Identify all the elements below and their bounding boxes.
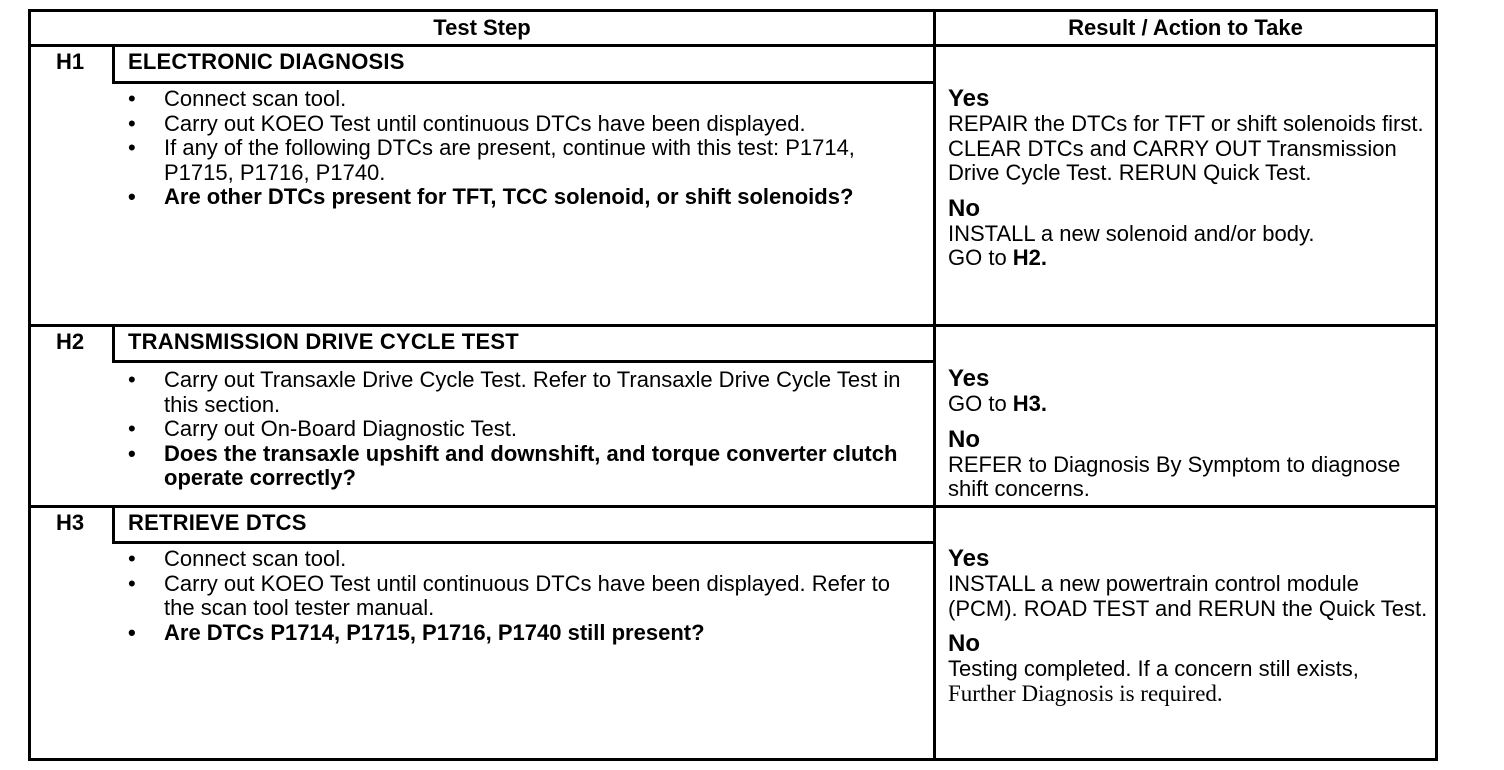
no-action: Testing completed. If a concern still exists, xyxy=(948,656,1359,681)
goto-target: H3. xyxy=(1012,391,1048,416)
step-bullet-list xyxy=(122,547,912,645)
list-item: • Connect scan tool. xyxy=(122,87,912,112)
step-id-divider xyxy=(112,505,115,543)
result-block xyxy=(948,366,1432,502)
step-question: • Are DTCs P1714, P1715, P1716, P1740 still present? xyxy=(122,621,912,646)
step-question: • Are other DTCs present for TFT, TCC solenoid, or shift solenoids? xyxy=(122,185,912,210)
step-bullet-list xyxy=(122,87,912,210)
no-goto xyxy=(948,246,1432,271)
goto-prefix: GO to xyxy=(948,391,1013,416)
column-divider xyxy=(933,9,936,761)
list-item: • Carry out Transaxle Drive Cycle Test. Refer to Transaxle Drive Cycle Test in this section. xyxy=(122,368,912,417)
list-item: • Carry out On-Board Diagnostic Test. xyxy=(122,417,912,442)
yes-label: Yes xyxy=(948,545,990,572)
step-id: H2 xyxy=(55,329,85,354)
step-id-divider xyxy=(112,44,115,82)
list-item: • Carry out KOEO Test until continuous DTCs have been displayed. xyxy=(122,112,912,137)
step-title: RETRIEVE DTCS xyxy=(128,510,307,535)
no-action: REFER to Diagnosis By Symptom to diagnose shift concerns. xyxy=(948,451,1401,501)
no-label: No xyxy=(948,425,980,453)
yes-label: Yes xyxy=(948,85,990,112)
step-title: TRANSMISSION DRIVE CYCLE TEST xyxy=(128,329,519,354)
list-item: • If any of the following DTCs are present, continue with this test: P1714, P1715, P1716, P1740. xyxy=(122,136,912,185)
yes-action: REPAIR the DTCs for TFT or shift solenoids first. CLEAR DTCs and CARRY OUT Transmission Drive Cycle Test. RERUN Quick Test. xyxy=(948,111,1424,185)
step-id-divider xyxy=(112,324,115,362)
goto-target: H2. xyxy=(1012,245,1048,270)
no-label: No xyxy=(948,194,980,222)
step-bullet-list xyxy=(122,368,912,491)
no-label: No xyxy=(948,630,980,657)
yes-label: Yes xyxy=(948,365,990,392)
step-id: H1 xyxy=(55,49,85,74)
yes-goto xyxy=(948,392,1432,417)
step-question: • Does the transaxle upshift and downshift, and torque converter clutch operate correctly? xyxy=(122,442,912,491)
title-divider xyxy=(112,81,936,84)
header-result-action: Result / Action to Take xyxy=(1068,15,1303,40)
list-item: • Carry out KOEO Test until continuous DTCs have been displayed. Refer to the scan tool tester manual. xyxy=(122,572,912,621)
result-block xyxy=(948,546,1432,706)
header-test-step: Test Step xyxy=(433,15,531,40)
step-id: H3 xyxy=(55,510,85,535)
goto-prefix: GO to xyxy=(948,245,1013,270)
title-divider xyxy=(112,360,936,363)
yes-action: INSTALL a new powertrain control module (PCM). ROAD TEST and RERUN the Quick Test. xyxy=(948,571,1428,621)
no-action-continued: Further Diagnosis is required. xyxy=(948,680,1223,706)
row-divider xyxy=(28,324,1438,327)
list-item: • Connect scan tool. xyxy=(122,547,912,572)
title-divider xyxy=(112,541,936,544)
header-divider xyxy=(28,44,1438,47)
row-divider xyxy=(28,505,1438,508)
step-title: ELECTRONIC DIAGNOSIS xyxy=(128,49,405,74)
result-block xyxy=(948,86,1432,271)
no-action: INSTALL a new solenoid and/or body. xyxy=(948,220,1315,246)
